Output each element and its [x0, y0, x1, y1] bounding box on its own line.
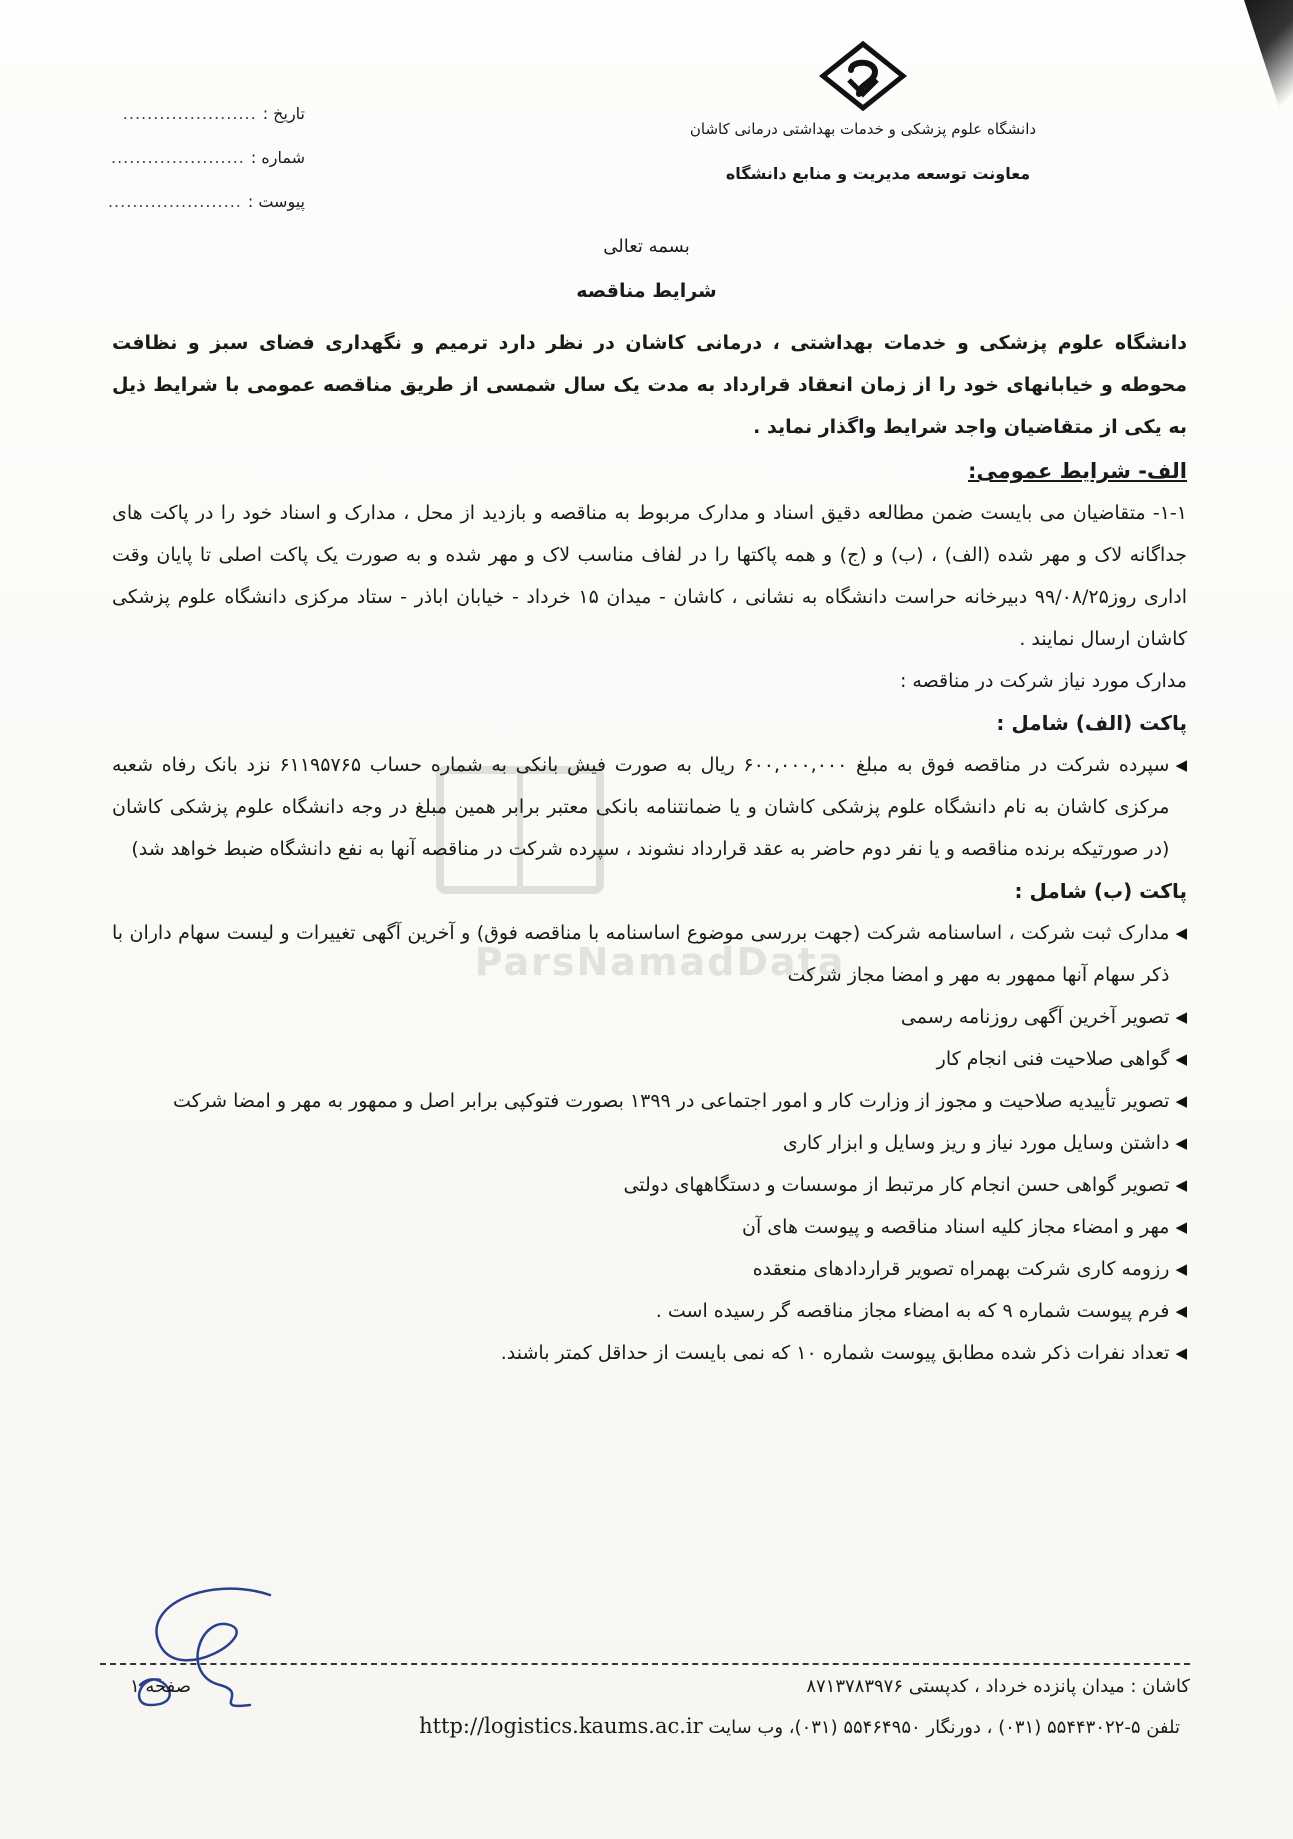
- list-item: [112, 1080, 1187, 1122]
- list-item: [112, 1290, 1187, 1332]
- list-item: [112, 1122, 1187, 1164]
- list-item: [112, 744, 1187, 870]
- list-item-text: مهر و امضاء مجاز کلیه اسناد مناقصه و پیوست های آن: [742, 1216, 1170, 1238]
- department-name: معاونت توسعه مدیریت و منابع دانشگاه: [725, 164, 1031, 183]
- list-item: [112, 996, 1187, 1038]
- bullet-triangle-icon: ◀: [1175, 1176, 1187, 1194]
- date-label: تاریخ :: [262, 104, 305, 123]
- bullet-triangle-icon: ◀: [1175, 1092, 1187, 1110]
- list-item-text: تعداد نفرات ذکر شده مطابق پیوست شماره ۱۰ که نمی بایست از حداقل کمتر باشند.: [500, 1342, 1170, 1364]
- footer-divider: [100, 1663, 1190, 1665]
- bullet-triangle-icon: ◀: [1175, 1134, 1187, 1152]
- packet-b-heading: پاکت (ب) شامل :: [1014, 879, 1187, 903]
- footer-contact-row: [110, 1714, 1180, 1738]
- list-item-text: رزومه کاری شرکت بهمراه تصویر قراردادهای منعقده: [752, 1258, 1170, 1280]
- list-item-text: گواهی صلاحیت فنی انجام کار: [936, 1048, 1170, 1070]
- bismillah: بسمه تعالی: [603, 236, 690, 257]
- attachment-dots: ......................: [107, 192, 242, 211]
- meta-number-row: [105, 136, 305, 180]
- section-general-heading: الف- شرایط عمومی:: [968, 459, 1187, 483]
- list-item: [112, 912, 1187, 996]
- bullet-triangle-icon: ◀: [1175, 1218, 1187, 1236]
- meta-date-row: [105, 92, 305, 136]
- footer-address: کاشان : میدان پانزده خرداد ، کدپستی ۸۷۱۳۷۸۳۹۷۶: [806, 1676, 1190, 1697]
- list-item-text: تصویر گواهی حسن انجام کار مرتبط از موسسات و دستگاههای دولتی: [623, 1174, 1170, 1196]
- number-label: شماره :: [250, 148, 305, 167]
- letter-meta: [105, 92, 305, 224]
- bullet-triangle-icon: ◀: [1175, 1008, 1187, 1026]
- letterhead: [653, 40, 1073, 183]
- list-item-text: تصویر آخرین آگهی روزنامه رسمی: [900, 1006, 1170, 1028]
- bullet-triangle-icon: ◀: [1175, 1344, 1187, 1362]
- list-item-text: مدارک ثبت شرکت ، اساسنامه شرکت (جهت بررسی موضوع اساسنامه با مناقصه فوق) و آخرین آگهی تغییرات و لیست سهام داران با ذکر سهام آنها ممهور به مهر و امضا مجاز شرکت: [112, 922, 1170, 986]
- scan-corner-shadow: [1223, 0, 1293, 150]
- watermark-brand: ParsNamadData: [474, 940, 846, 984]
- bullet-triangle-icon: ◀: [1175, 1050, 1187, 1068]
- list-item-text: فرم پیوست شماره ۹ که به امضاء مجاز مناقصه گر رسیده است .: [655, 1300, 1170, 1322]
- list-item-text: سپرده شرکت در مناقصه فوق به مبلغ ۶۰۰,۰۰۰,۰۰۰ ریال به صورت فیش بانکی به شماره حساب ۶۱۱۹۵۷۶۵ نزد بانک رفاه شعبه مرکزی کاشان به نام دانشگاه علوم پزشکی کاشان و یا ضمانتنامه بانکی معتبر برابر همین مبلغ در وجه دانشگاه علوم پزشکی کاشان (در صورتیکه برنده مناقصه و یا نفر دوم حاضر به عقد قرارداد نشوند ، سپرده شرکت در مناقصه آنها به نفع دانشگاه ضبط خواهد شد): [112, 754, 1170, 860]
- list-item: [112, 1332, 1187, 1374]
- clause-1-1: ۱-۱- متقاضیان می بایست ضمن مطالعه دقیق اسناد و مدارک مربوط به مناقصه و بازدید از محل ، مدارک و اسناد خود را در پاکت های جداگانه لاک و مهر شده (الف) ، (ب) و (ج) و همه پاکتها را در لفاف مناسب لاک و مهر شده و به صورت یک پاکت اصلی تا پایان وقت اداری روز۹۹/۰۸/۲۵ دبیرخانه حراست دانشگاه به نشانی ، کاشان - میدان ۱۵ خرداد - خیابان اباذر - ستاد مرکزی دانشگاه علوم پزشکی کاشان ارسال نمایند .: [112, 502, 1187, 650]
- university-name: دانشگاه علوم پزشکی و خدمات بهداشتی درمانی کاشان: [689, 120, 1037, 138]
- footer-contact: تلفن ۵-۵۵۴۴۳۰۲۲ (۰۳۱) ، دورنگار ۵۵۴۶۴۹۵۰ (۰۳۱)، وب سایت: [708, 1717, 1180, 1738]
- list-item: [112, 1038, 1187, 1080]
- footer-address-row: [110, 1670, 1190, 1704]
- bullet-triangle-icon: ◀: [1175, 924, 1187, 942]
- docs-needed-label: مدارک مورد نیاز شرکت در مناقصه :: [899, 670, 1187, 692]
- meta-attachment-row: [105, 180, 305, 224]
- website-url: http://logistics.kaums.ac.ir: [419, 1714, 703, 1738]
- bullet-triangle-icon: ◀: [1175, 1302, 1187, 1320]
- number-dots: ......................: [110, 148, 245, 167]
- list-item-text: تصویر تأییدیه صلاحیت و مجوز از وزارت کار و امور اجتماعی در ۱۳۹۹ بصورت فتوکپی برابر اصل و ممهور به مهر و امضا شرکت: [172, 1090, 1170, 1112]
- list-item: [112, 1164, 1187, 1206]
- page-number: صفحه ۱: [130, 1676, 192, 1697]
- document-body: [112, 322, 1187, 1374]
- document-title: شرایط مناقصه: [576, 280, 717, 302]
- intro-paragraph: دانشگاه علوم پزشکی و خدمات بهداشتی ، درمانی کاشان در نظر دارد ترمیم و نگهداری فضای سبز و نظافت محوطه و خیابانهای خود را از زمان انعقاد قرارداد به مدت یک سال شمسی از طریق مناقصه عمومی با شرایط ذیل به یکی از متقاضیان واجد شرایط واگذار نماید .: [112, 332, 1187, 438]
- bullet-triangle-icon: ◀: [1175, 1260, 1187, 1278]
- list-item: [112, 1248, 1187, 1290]
- date-dots: ......................: [122, 104, 257, 123]
- packet-a-heading: پاکت (الف) شامل :: [996, 711, 1187, 735]
- bullet-triangle-icon: ◀: [1175, 756, 1187, 774]
- list-item: [112, 1206, 1187, 1248]
- list-item-text: داشتن وسایل مورد نیاز و ریز وسایل و ابزار کاری: [782, 1132, 1170, 1154]
- attachment-label: پیوست :: [247, 192, 305, 211]
- university-logo-icon: [815, 40, 911, 112]
